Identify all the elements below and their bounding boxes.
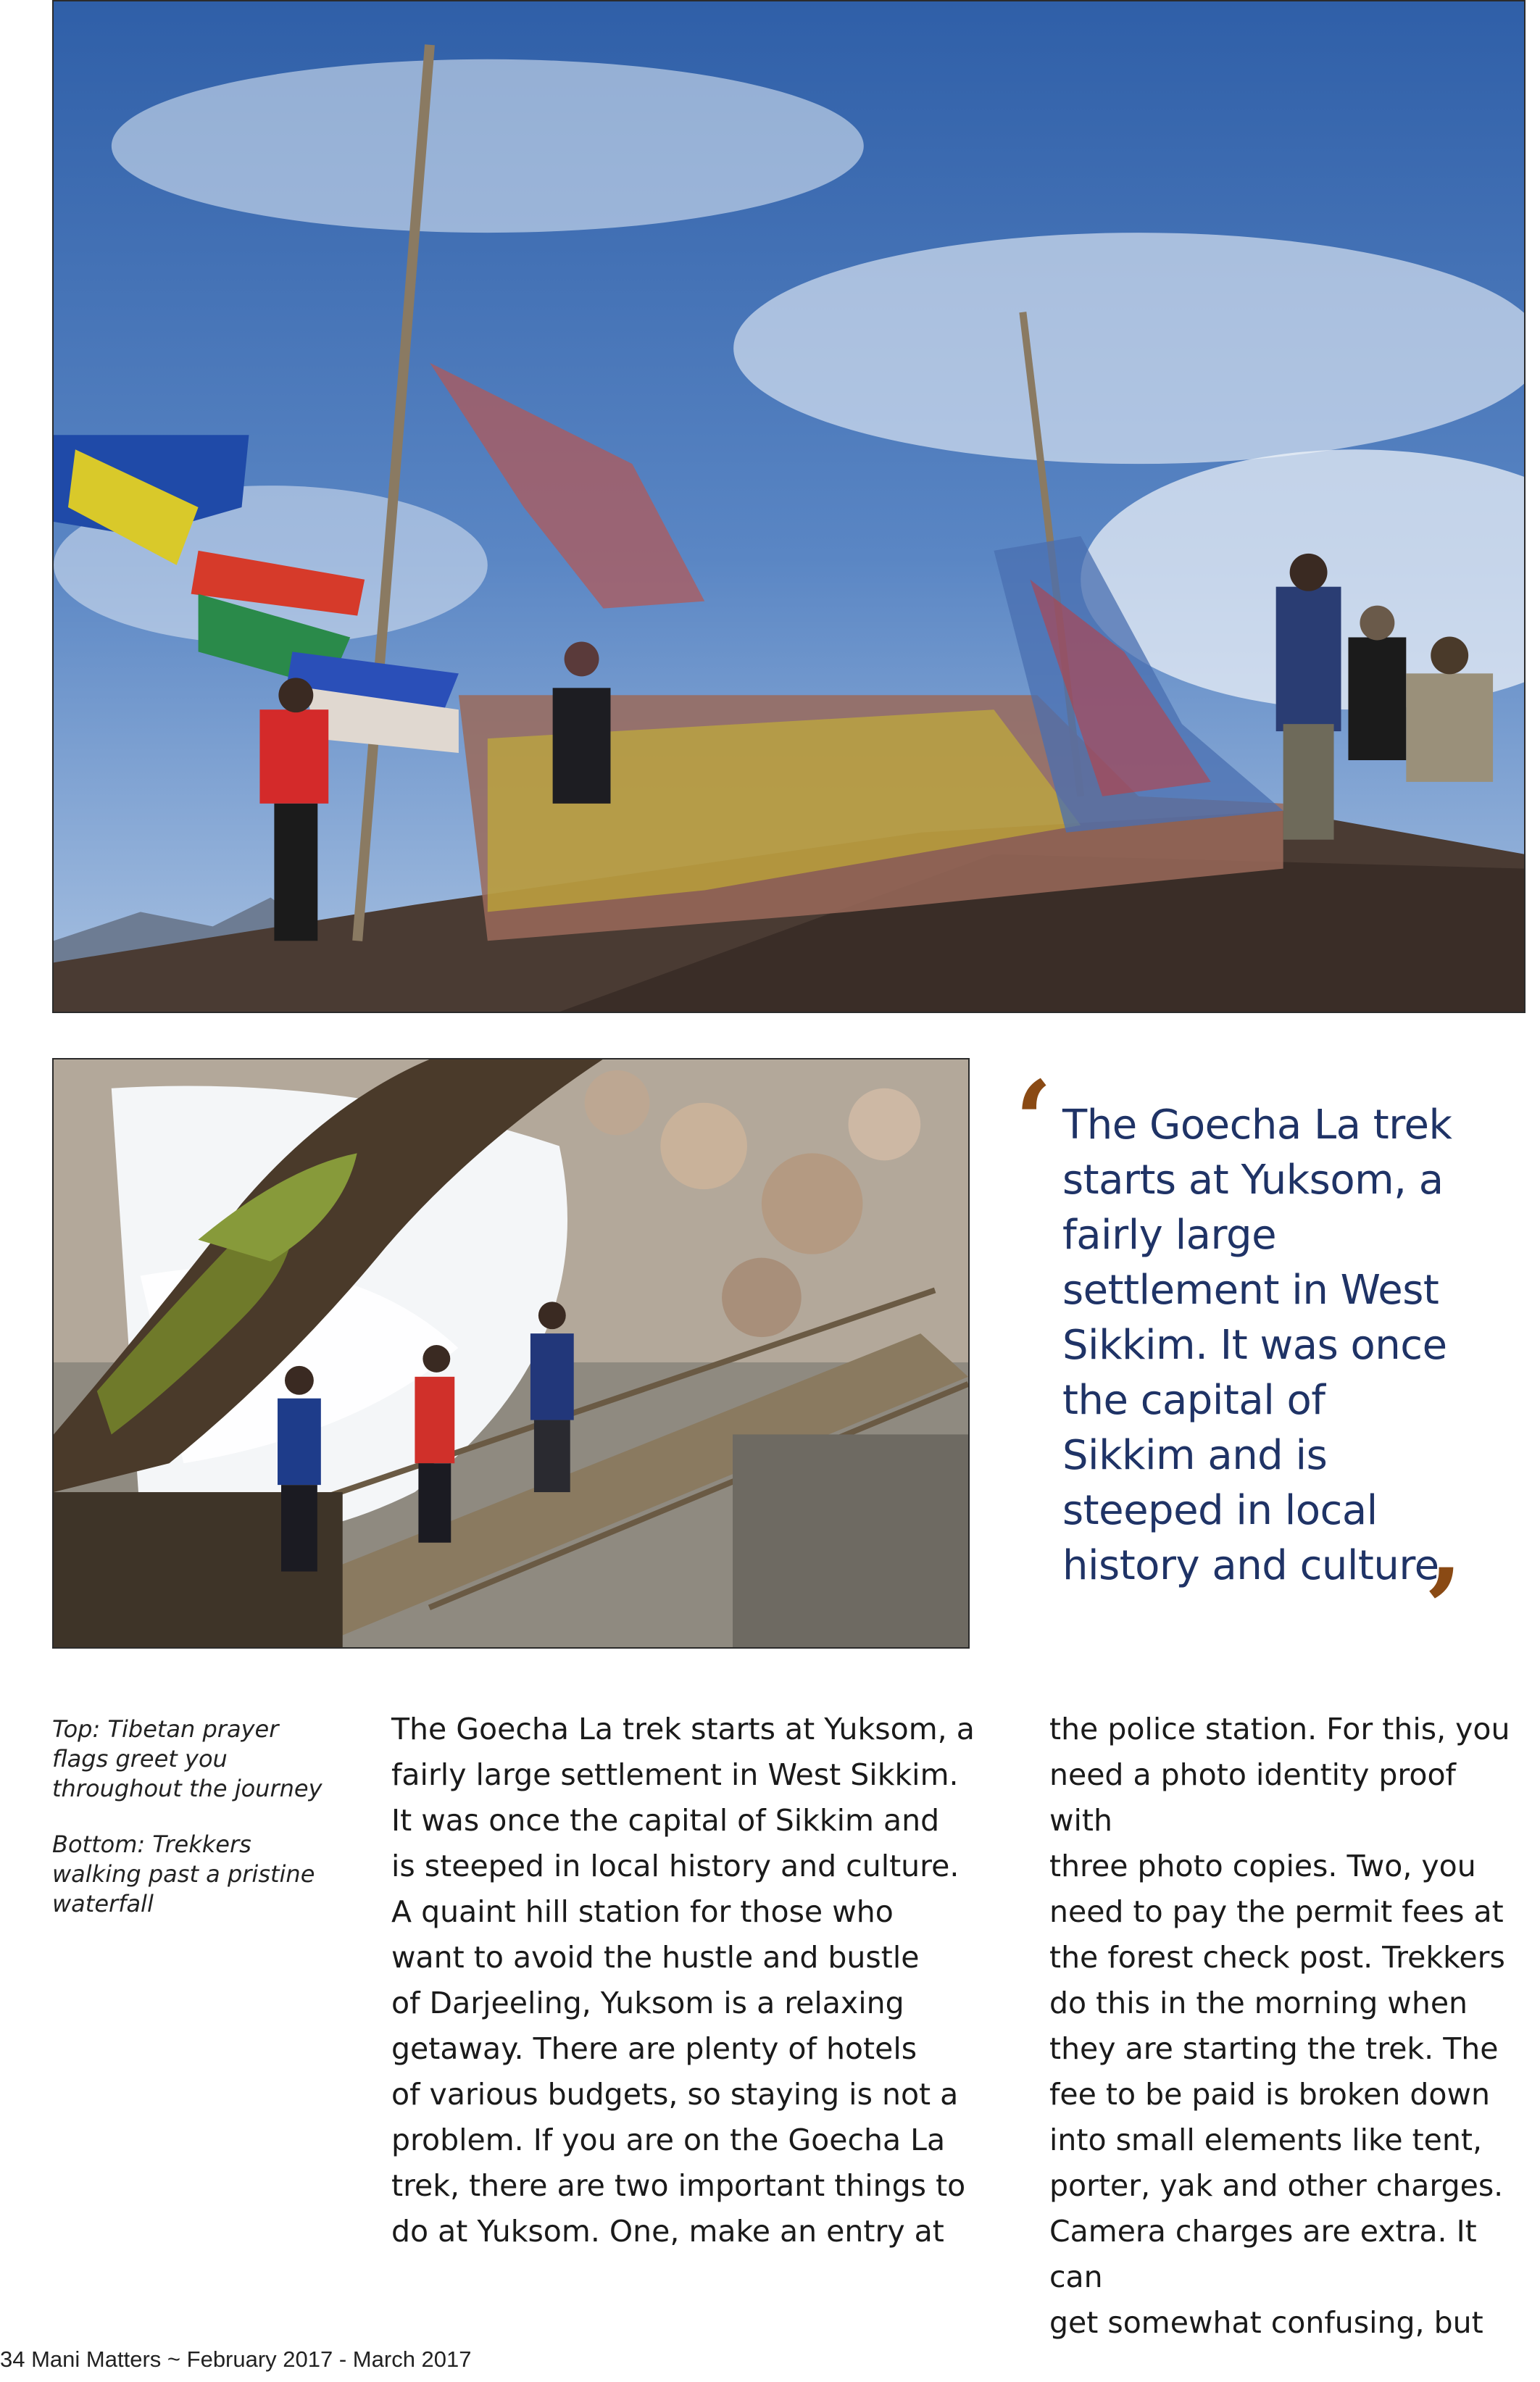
body-column-1: The Goecha La trek starts at Yuksom, a fairly large settlement in West Sikkim. It was once the capital of Sikkim and is steeped in local history and culture. A quaint hill station for those who want to avoid the hustle and bustle of Darjeeling, Yuksom is a relaxing getaway. There are plenty of hotels of various budgets, so staying is not a problem. If you are on the Goecha La trek, there are two important things to do at Yuksom. One, make an entry at [391, 1712, 975, 2249]
prayer-flags-photo [52, 0, 1526, 1013]
caption-top: Top: Tibetan prayer flags greet you throughout the journey [52, 1715, 322, 1802]
page-footer [0, 2346, 472, 2373]
publication-name: Mani Matters [31, 2346, 162, 2372]
pull-quote-text: The Goecha La trek starts at Yuksom, a fairly large settlement in West Sikkim. It was once the capital of Sikkim and is steeped in local history and culture [1062, 1102, 1452, 1589]
bridge-trekkers-illustration [54, 1059, 968, 1647]
body-column-2: the police station. For this, you need a photo identity proof with three photo copies. Two, you need to pay the permit fees at the forest check post. Trekkers do this in the morning when they are starting the trek. The fee to be paid is broken down into small elements like tent, porter, yak and other charges. Camera charges are extra. It can get somewhat confusing, but [1049, 1712, 1510, 2340]
caption-bottom: Bottom: Trekkers walking past a pristine waterfall [52, 1831, 315, 1917]
pull-quote [1062, 1098, 1468, 1594]
quote-close-mark: ’ [1424, 1545, 1462, 1673]
footer-separator: ~ [167, 2346, 181, 2372]
issue-date: February 2017 - March 2017 [186, 2346, 472, 2372]
prayer-flags-illustration [54, 1, 1524, 1012]
bridge-trekkers-photo [52, 1058, 970, 1649]
quote-open-mark: ‘ [1015, 1057, 1053, 1185]
page-number: 34 [0, 2346, 25, 2372]
